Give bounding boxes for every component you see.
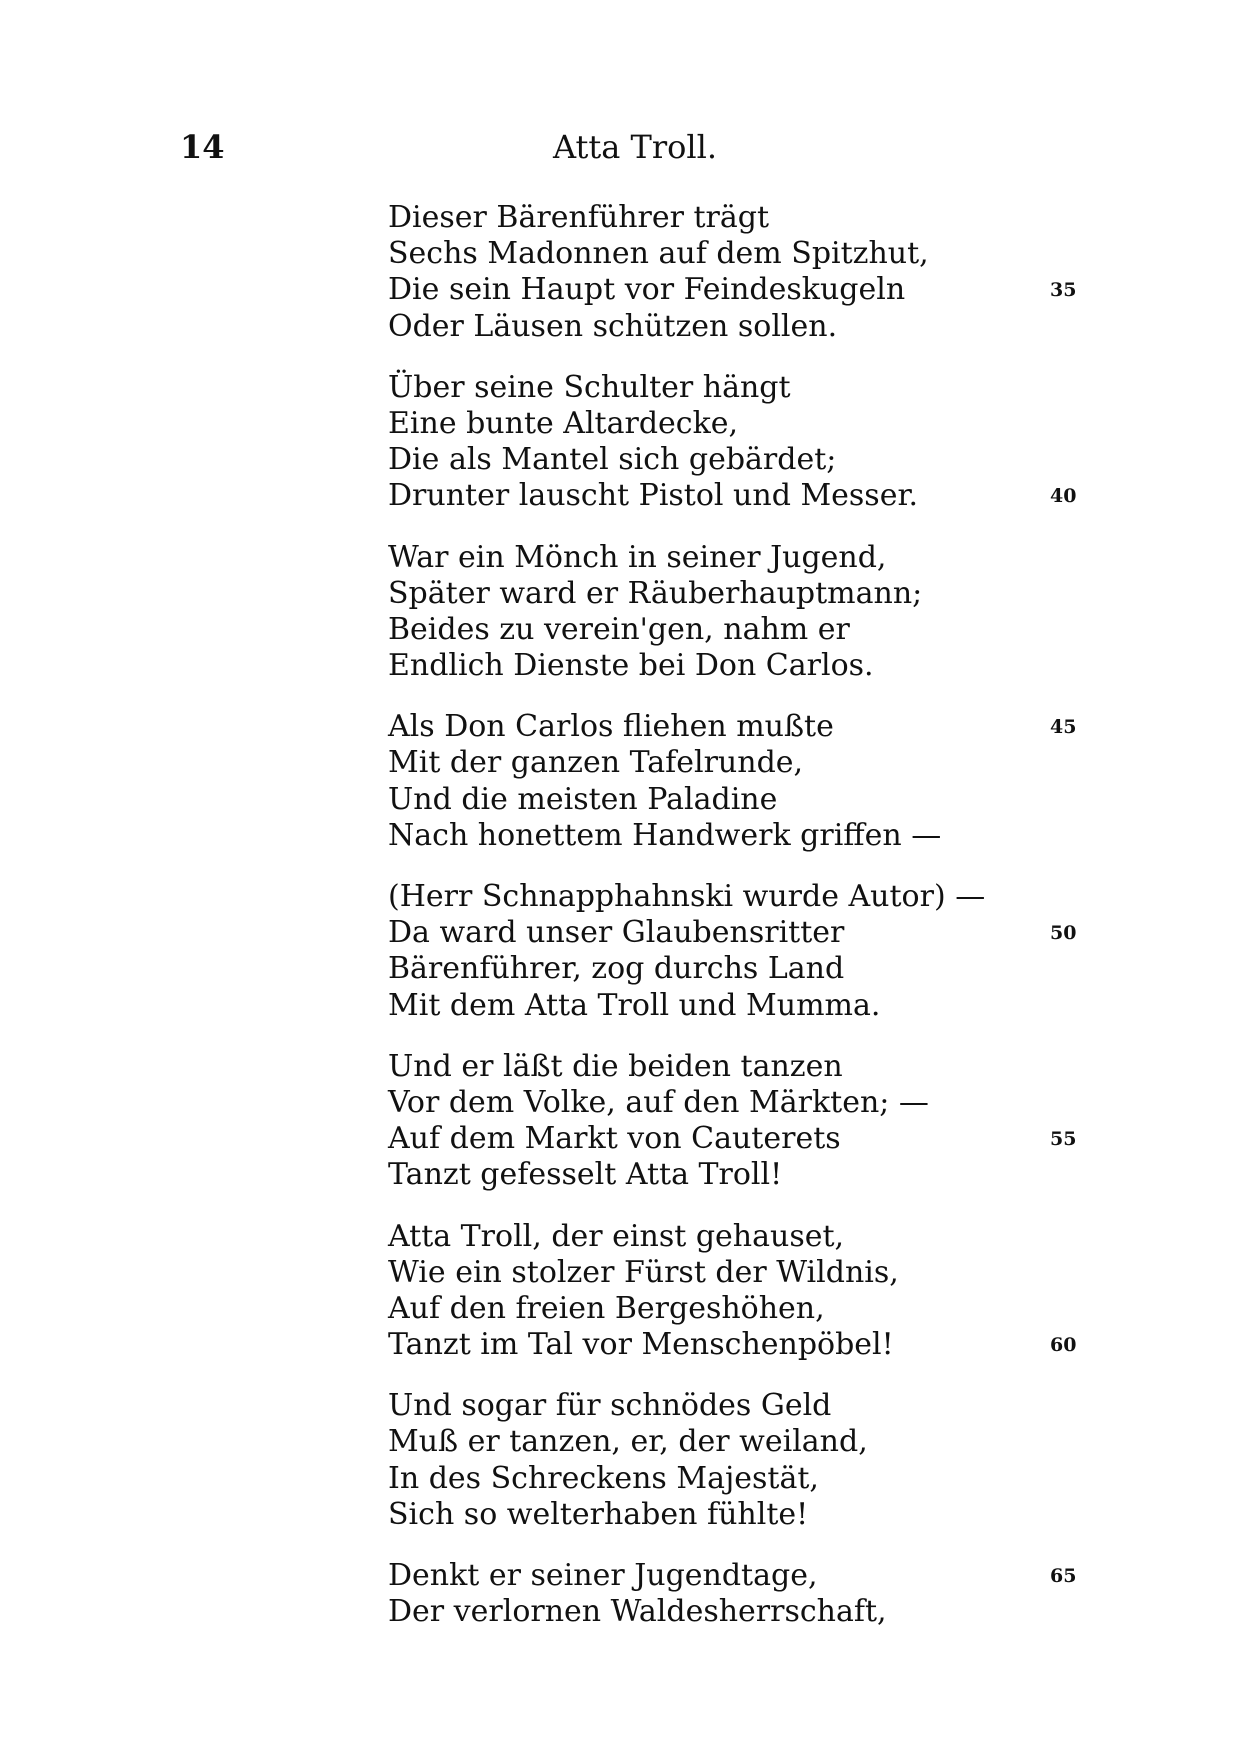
verse-line — [388, 1327, 1108, 1363]
verse-line — [388, 1121, 1108, 1157]
verse-line — [388, 951, 1108, 987]
verse-line — [388, 272, 1108, 308]
running-title: Atta Troll. — [552, 128, 718, 166]
stanza — [388, 540, 1108, 685]
verse-line — [388, 1219, 1108, 1255]
verse-text: Und er läßt die beiden tanzen — [388, 1048, 843, 1084]
verse-text: Die sein Haupt vor Feindeskugeln — [388, 272, 906, 308]
stanza — [388, 1049, 1108, 1194]
verse-text: Bärenführer, zog durchs Land — [388, 951, 845, 987]
verse-text: In des Schreckens Majestät, — [388, 1460, 819, 1496]
verse-line — [388, 782, 1108, 818]
verse-line — [388, 1424, 1108, 1460]
verse-text: Als Don Carlos fliehen mußte — [388, 709, 834, 745]
verse-text: Dieser Bärenführer trägt — [388, 200, 770, 235]
verse-text: Da ward unser Glaubensritter — [388, 915, 845, 951]
verse-text: (Herr Schnapphahnski wurde Autor) — — [388, 879, 986, 914]
stanza — [388, 709, 1108, 854]
line-number: 45 — [1050, 716, 1077, 739]
verse-text: Muß er tanzen, er, der weiland, — [388, 1424, 868, 1460]
verse-text: Und sogar für schnödes Geld — [388, 1388, 832, 1424]
line-number: 60 — [1050, 1334, 1077, 1357]
verse-text: Der verlornen Waldesherrschaft, — [388, 1594, 887, 1630]
verse-text: Die als Mantel sich gebärdet; — [388, 442, 837, 478]
verse-line — [388, 478, 1108, 514]
verse-line — [388, 709, 1108, 745]
stanza — [388, 879, 1108, 1024]
verse-line — [388, 200, 1108, 236]
verse-line — [388, 1558, 1108, 1594]
verse-text: Und die meisten Paladine — [388, 781, 778, 817]
verse-line — [388, 1461, 1108, 1497]
stanza — [388, 1219, 1108, 1364]
verse-text: Vor dem Volke, auf den Märkten; — — [388, 1084, 929, 1120]
verse-text: Über seine Schulter hängt — [388, 369, 791, 405]
verse-line — [388, 818, 1108, 854]
verse-line — [388, 1497, 1108, 1533]
verse-line — [388, 540, 1108, 576]
verse-line — [388, 1594, 1108, 1630]
verse-line — [388, 915, 1108, 951]
verse-text: Auf dem Markt von Cauterets — [388, 1121, 841, 1157]
verse-line — [388, 576, 1108, 612]
verse-text: Wie ein stolzer Fürst der Wildnis, — [388, 1254, 899, 1290]
verse-line — [388, 406, 1108, 442]
verse-line — [388, 879, 1108, 915]
verse-text: Später ward er Räuberhauptmann; — [388, 575, 923, 611]
verse-text: Oder Läusen schützen sollen. — [388, 308, 838, 344]
verse-text: Mit dem Atta Troll und Mumma. — [388, 987, 881, 1023]
line-number: 65 — [1050, 1565, 1077, 1587]
stanza — [388, 200, 1108, 345]
verse-text: Denkt er seiner Jugendtage, — [388, 1558, 818, 1593]
verse-line — [388, 236, 1108, 272]
verse-line — [388, 309, 1108, 345]
verse-text: Tanzt gefesselt Atta Troll! — [388, 1157, 783, 1193]
verse-text: War ein Mönch in seiner Jugend, — [388, 539, 887, 575]
stanza — [388, 370, 1108, 515]
stanza — [388, 1388, 1108, 1533]
page-number: 14 — [180, 128, 225, 166]
line-number: 55 — [1050, 1128, 1077, 1151]
verse-line — [388, 1255, 1108, 1291]
verse-line — [388, 745, 1108, 781]
verse-line — [388, 1085, 1108, 1121]
line-number: 35 — [1050, 279, 1077, 302]
verse-line — [388, 1049, 1108, 1085]
verse-text: Sechs Madonnen auf dem Spitzhut, — [388, 236, 929, 272]
verse-text: Nach honettem Handwerk griffen — — [388, 817, 942, 853]
verse-line — [388, 612, 1108, 648]
verse-line — [388, 1291, 1108, 1327]
verse-text: Mit der ganzen Tafelrunde, — [388, 745, 804, 781]
verse-text: Auf den freien Bergeshöhen, — [388, 1290, 825, 1326]
verse-line — [388, 988, 1108, 1024]
line-number: 50 — [1050, 922, 1077, 945]
verse-line — [388, 370, 1108, 406]
verse-text: Eine bunte Altardecke, — [388, 405, 739, 441]
verse-line — [388, 442, 1108, 478]
stanza — [388, 1558, 1108, 1630]
verse-text: Beides zu verein'gen, nahm er — [388, 611, 850, 647]
verse-text: Tanzt im Tal vor Menschenpöbel! — [388, 1327, 894, 1363]
line-number: 40 — [1050, 485, 1077, 508]
verse-line — [388, 1388, 1108, 1424]
verse-text: Sich so welterhaben fühlte! — [388, 1496, 809, 1532]
verse-line — [388, 648, 1108, 684]
verse-text: Atta Troll, der einst gehauset, — [388, 1218, 845, 1254]
verse-text: Endlich Dienste bei Don Carlos. — [388, 648, 874, 684]
verse-text: Drunter lauscht Pistol und Messer. — [388, 478, 919, 514]
verse-line — [388, 1157, 1108, 1193]
poem-body — [388, 200, 1108, 1655]
